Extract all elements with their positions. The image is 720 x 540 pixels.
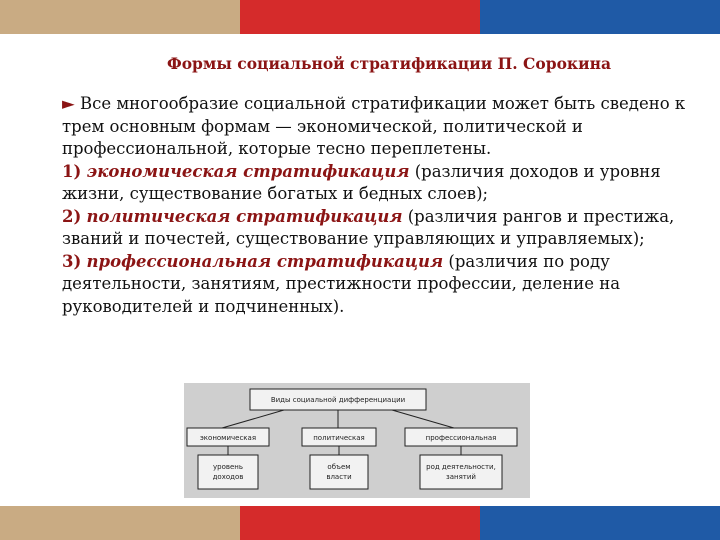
diagram-leaf-line2: доходов	[212, 473, 244, 481]
item-description: (различия доходов и уровня жизни, существование богатых и бедных слоев);	[62, 161, 661, 203]
slide-body	[62, 93, 706, 318]
stripe-tan	[0, 0, 240, 34]
bullet-arrow-icon: ►	[62, 94, 75, 113]
connector-line	[222, 410, 284, 428]
list-item	[62, 161, 706, 206]
stripe-tan	[0, 506, 240, 540]
intro-paragraph	[62, 93, 706, 161]
top-stripe	[0, 0, 720, 34]
item-description: (различия по роду деятельности, занятиям, престижности профессии, деление на руководителей и подчиненных).	[62, 251, 621, 316]
diagram-leaf-line1: объем	[327, 463, 351, 471]
diagram-leaf-box	[420, 455, 502, 489]
diagram-leaf-box	[198, 455, 258, 489]
diagram-leaf-line1: род деятельности,	[426, 463, 496, 471]
stripe-blue	[480, 506, 720, 540]
stripe-red	[240, 0, 480, 34]
stripe-red	[240, 506, 480, 540]
item-number: 1)	[62, 161, 82, 181]
item-term: экономическая стратификация	[86, 161, 410, 181]
diagram-root-label: Виды социальной дифференциации	[270, 396, 406, 404]
item-number: 3)	[62, 251, 82, 271]
diagram-branch-label: профессиональная	[425, 434, 497, 442]
connector-line	[392, 410, 454, 428]
diagram-leaf-line2: власти	[326, 473, 352, 481]
list-item	[62, 206, 706, 251]
bottom-stripe	[0, 506, 720, 540]
stripe-blue	[480, 0, 720, 34]
diagram-leaf-line1: уровень	[212, 463, 244, 471]
diagram-branch-label: экономическая	[199, 434, 257, 442]
differentiation-diagram	[184, 383, 530, 498]
diagram-leaf-box	[310, 455, 368, 489]
list-item	[62, 251, 706, 319]
item-description: (различия рангов и престижа, званий и почестей, существование управляющих и управляемых);	[62, 206, 675, 248]
diagram-leaf-line2: занятий	[446, 473, 476, 481]
intro-text: Все многообразие социальной стратификации может быть сведено к трем основным формам — экономической, политической и профессиональной, которые тесно переплетены.	[62, 94, 686, 158]
item-number: 2)	[62, 206, 82, 226]
diagram-svg	[184, 383, 530, 498]
diagram-branch-label: политическая	[313, 434, 365, 442]
item-term: профессиональная стратификация	[86, 251, 444, 271]
item-term: политическая стратификация	[86, 206, 403, 226]
slide-title: Формы социальной стратификации П. Сорокина	[166, 54, 611, 73]
